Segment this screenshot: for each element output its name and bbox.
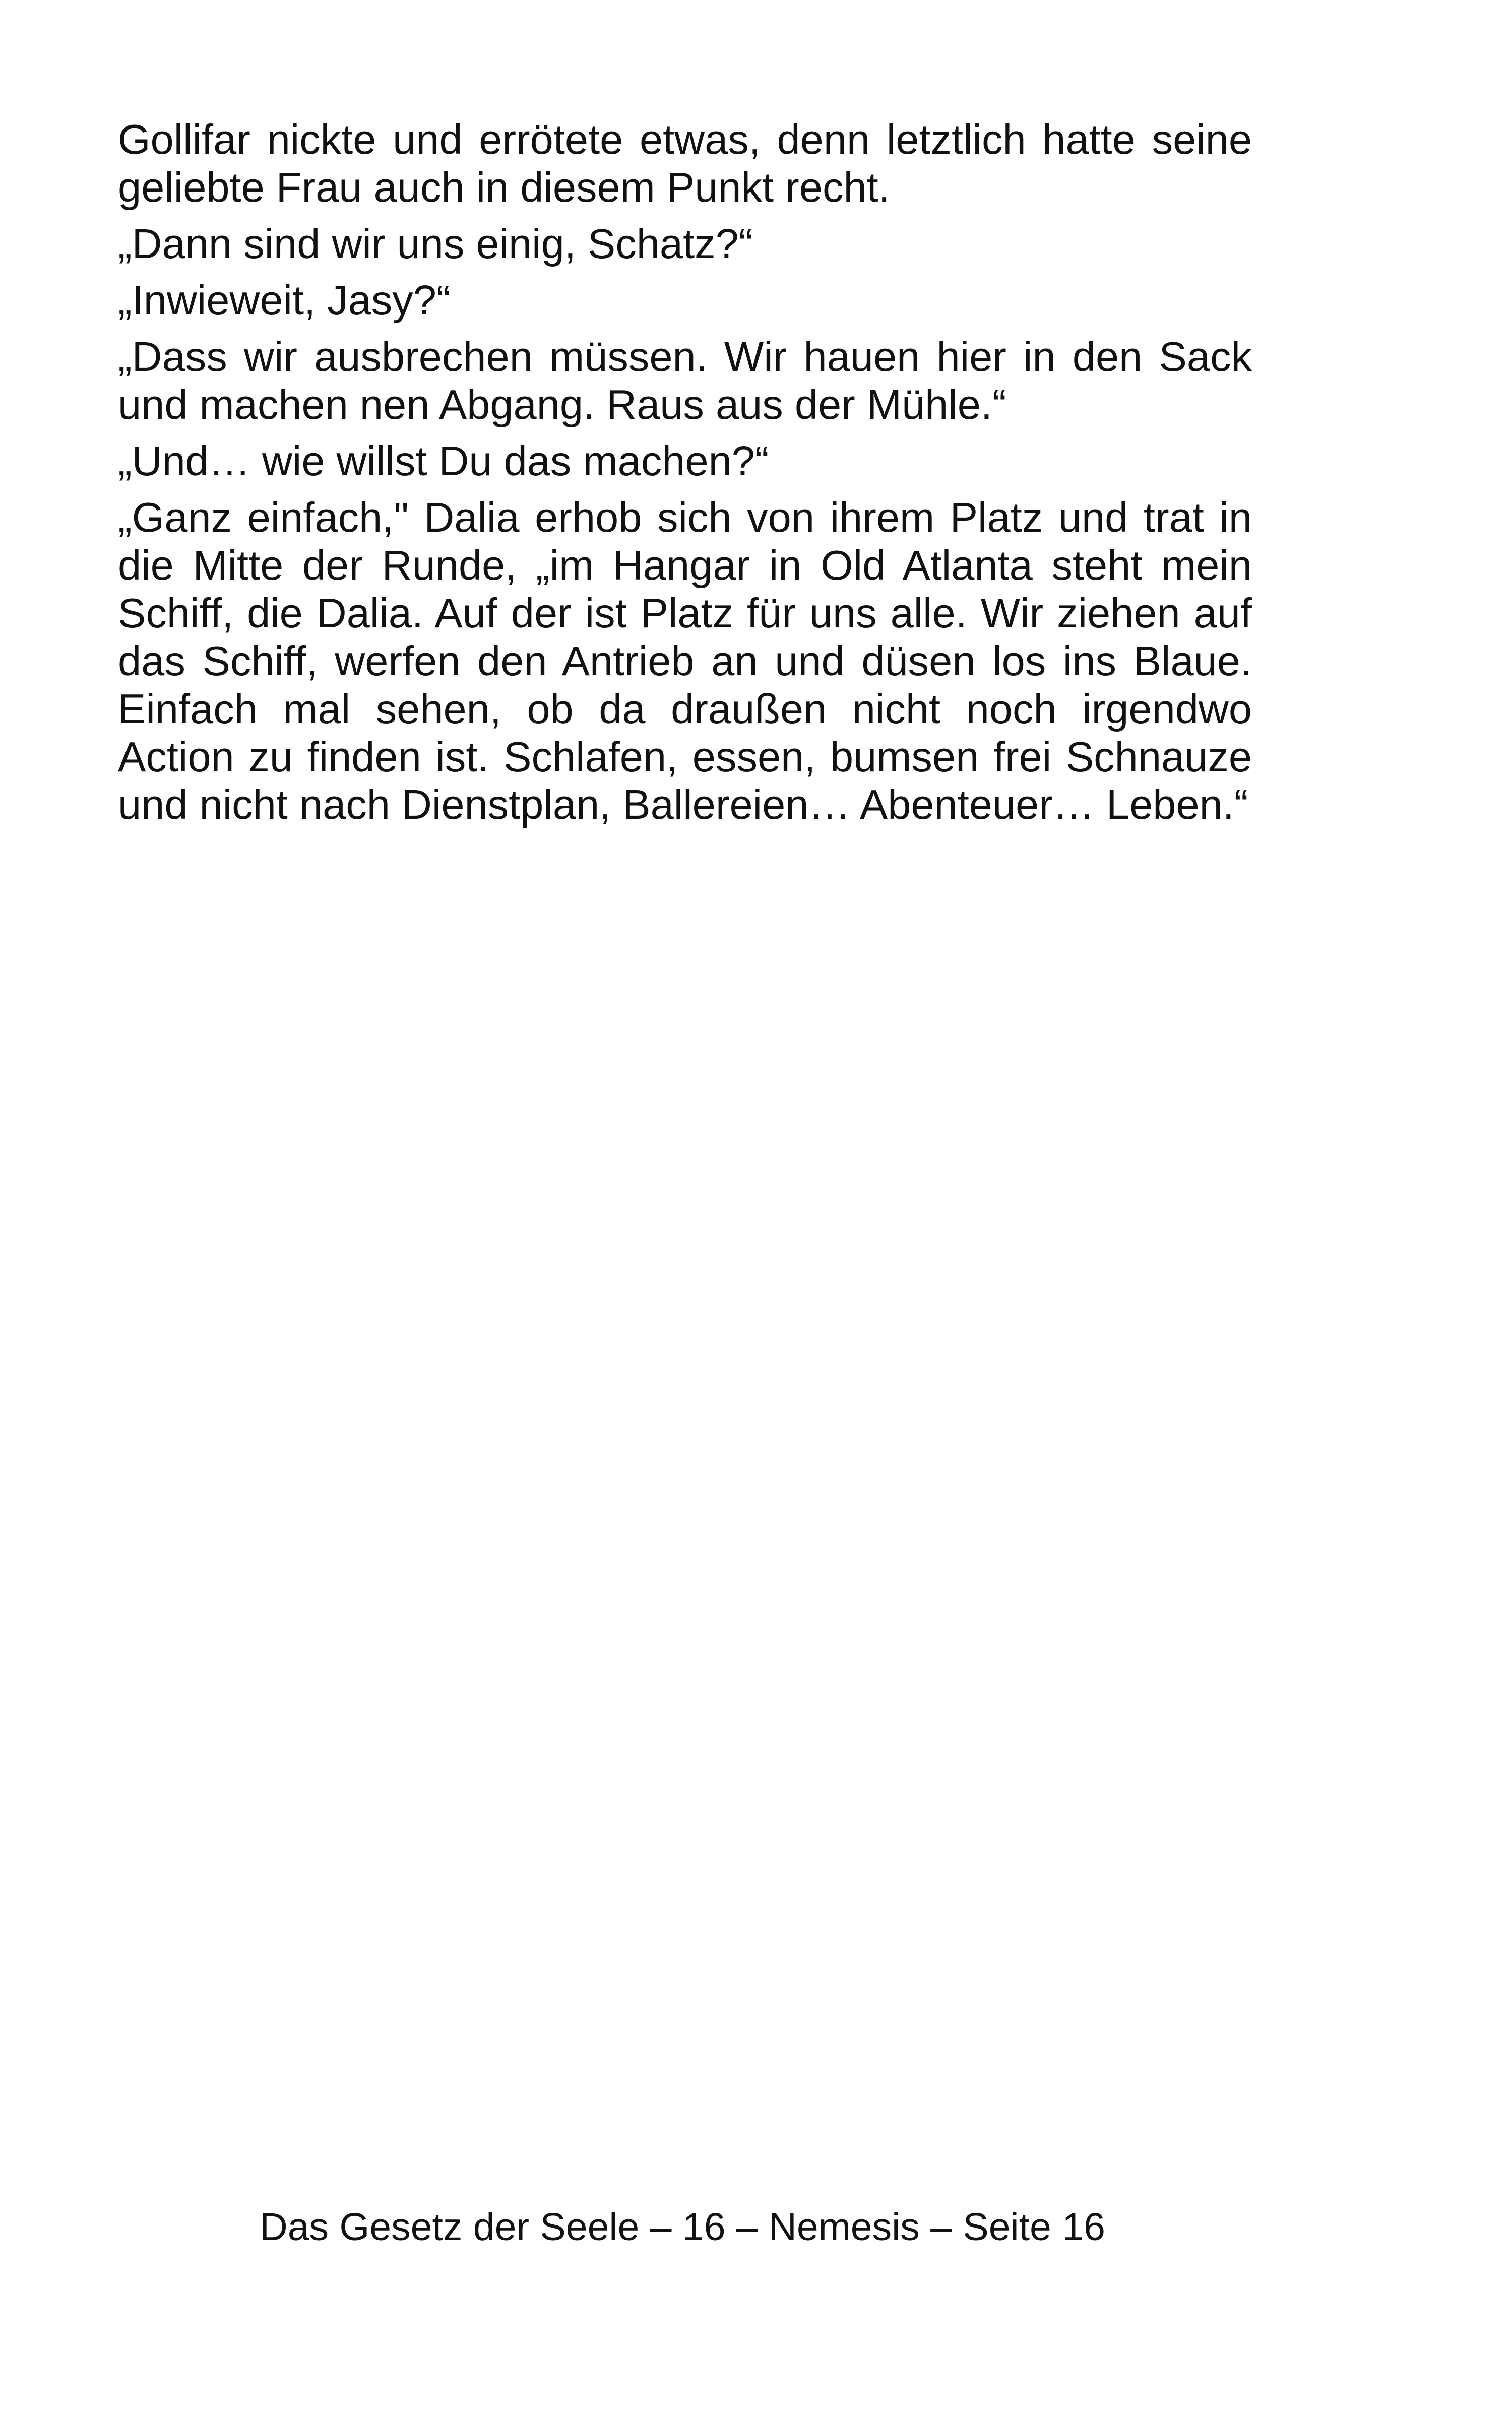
paragraph: „Inwieweit, Jasy?“ <box>118 277 451 324</box>
paragraph: Gollifar nickte und errötete etwas, denn letztlich hatte seine geliebte Frau auch in diesem Punkt recht. <box>118 116 1252 211</box>
page-footer: Das Gesetz der Seele – 16 – Nemesis – Seite 16 <box>260 2205 1105 2249</box>
paragraph: „Und… wie willst Du das machen?“ <box>118 437 769 484</box>
paragraph: „Dass wir ausbrechen müssen. Wir hauen hier in den Sack und machen nen Abgang. Raus aus der Mühle.“ <box>118 333 1252 428</box>
body-text <box>118 115 1252 837</box>
paragraph: „Ganz einfach," Dalia erhob sich von ihrem Platz und trat in die Mitte der Runde, „im Hangar in Old Atlanta steht mein Schiff, die Dalia. Auf der ist Platz für uns alle. Wir ziehen auf das Schiff, werfen den Antrieb an und düsen los ins Blaue. Einfach mal sehen, ob da draußen nicht noch irgendwo Action zu finden ist. Schlafen, essen, bumsen frei Schnauze und nicht nach Dienstplan, Ballereien… Abenteuer… Leben.“ <box>118 494 1252 828</box>
paragraph: „Dann sind wir uns einig, Schatz?“ <box>118 220 753 267</box>
